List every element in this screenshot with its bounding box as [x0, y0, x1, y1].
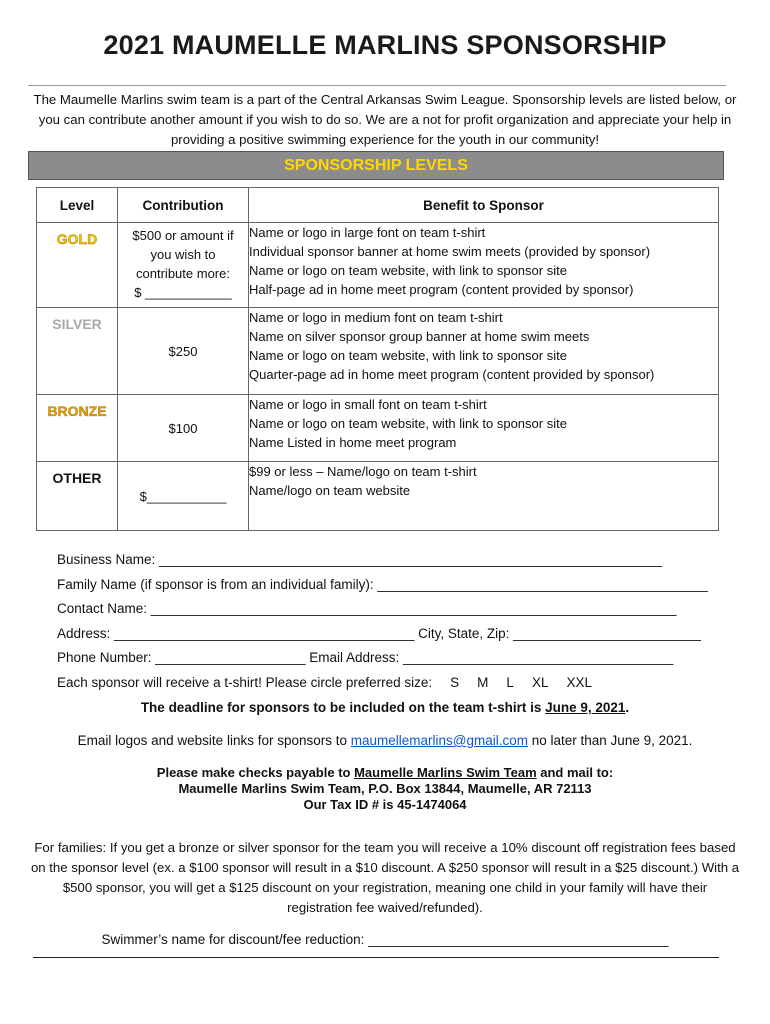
contribution-gold	[118, 223, 248, 302]
phone-email-field[interactable]: Phone Number: ____________________ Email Address: ____________________________________	[57, 650, 674, 665]
contribution-bronze: $100	[168, 420, 198, 436]
benefit-item: Name/logo on team website	[249, 483, 411, 498]
benefit-item: Quarter-page ad in home meet program (content provided by sponsor)	[249, 367, 655, 382]
address-field[interactable]: Address: ________________________________________ City, State, Zip: _________________________	[57, 625, 701, 641]
deadline-notice	[0, 700, 770, 715]
benefits-silver	[249, 308, 719, 395]
page-title: 2021 MAUMELLE MARLINS SPONSORSHIP	[103, 30, 667, 60]
email-text-before: Email logos and website links for sponsors to	[77, 733, 351, 748]
email-instructions	[0, 733, 770, 748]
header-benefit: Benefit to Sponsor	[249, 188, 719, 223]
size-option-s[interactable]: S	[450, 674, 460, 690]
contribution-silver: $250	[168, 343, 198, 359]
email-text-after: no later than June 9, 2021.	[528, 733, 693, 748]
level-bronze: BRONZE	[47, 403, 107, 419]
sponsorship-levels-table	[36, 187, 719, 531]
benefit-item: Name Listed in home meet program	[249, 435, 457, 450]
table-row	[37, 308, 719, 395]
benefit-item: Name or logo in small font on team t-shirt	[249, 397, 487, 412]
family-discount-paragraph: For families: If you get a bronze or silver sponsor for the team you will receive a 10% discount off registration fees based on the sponsor level (ex. a $100 sponsor will result in a $10 discount. A $250 sponsor will result in a $25 discount.) With a $500 sponsor, you will get a $125 discount on your registration, meaning one child in your family will have their registration fee waived/refunded).	[30, 840, 740, 915]
size-option-m[interactable]: M	[477, 674, 489, 690]
contribution-blank[interactable]: $ ____________	[134, 285, 232, 300]
table-header-row	[37, 188, 719, 223]
bottom-divider	[33, 957, 719, 958]
contribution-line: contribute more:	[136, 266, 230, 281]
contact-name-field[interactable]: Contact Name: ______________________________________________________________________	[57, 601, 677, 616]
sponsor-form	[57, 550, 717, 697]
title-divider	[28, 85, 726, 86]
size-option-xxl[interactable]: XXL	[566, 674, 592, 690]
tshirt-prompt: Each sponsor will receive a t-shirt! Please circle preferred size:	[57, 674, 433, 690]
deadline-date: June 9, 2021	[545, 700, 626, 715]
benefit-item: $99 or less – Name/logo on team t-shirt	[249, 464, 477, 479]
mailing-address: Maumelle Marlins Swim Team, P.O. Box 13844, Maumelle, AR 72113	[178, 781, 592, 796]
checks-text: Please make checks payable to	[156, 765, 355, 780]
benefit-item: Name on silver sponsor group banner at home swim meets	[249, 329, 590, 344]
payment-instructions	[0, 765, 770, 813]
checks-text-after: and mail to:	[536, 765, 614, 780]
header-contribution: Contribution	[118, 188, 249, 223]
checks-payee: Maumelle Marlins Swim Team	[354, 765, 537, 780]
contribution-line: you wish to	[150, 247, 216, 262]
benefit-item: Name or logo on team website, with link to sponsor site	[249, 416, 567, 431]
benefits-other	[249, 462, 719, 531]
benefit-item: Individual sponsor banner at home swim meets (provided by sponsor)	[249, 244, 651, 259]
benefit-item: Name or logo in large font on team t-shirt	[249, 225, 486, 240]
level-gold: GOLD	[56, 231, 98, 247]
contribution-line: $500 or amount if	[132, 228, 234, 243]
table-row	[37, 462, 719, 531]
swimmer-name-field[interactable]: Swimmer’s name for discount/fee reduction: ________________________________________	[101, 932, 669, 947]
business-name-field[interactable]: Business Name: ___________________________________________________________________	[57, 552, 663, 567]
tshirt-size-line	[57, 673, 717, 698]
section-title-band: SPONSORSHIP LEVELS	[28, 151, 724, 180]
deadline-text: The deadline for sponsors to be included on the team t-shirt is	[140, 700, 546, 715]
family-name-field[interactable]: Family Name (if sponsor is from an individual family): ____________________________________________	[57, 576, 708, 592]
email-link[interactable]: maumellemarlins@gmail.com	[350, 733, 528, 748]
size-option-l[interactable]: L	[506, 674, 514, 690]
table-row	[37, 223, 719, 308]
benefit-item: Name or logo in medium font on team t-shirt	[249, 310, 503, 325]
benefit-item: Name or logo on team website, with link to sponsor site	[249, 263, 567, 278]
intro-paragraph: The Maumelle Marlins swim team is a part of the Central Arkansas Swim League. Sponsorship levels are listed below, or you can contribute another amount if you wish to do so. We are a not for profit organization and appreciate your help in providing a positive swimming experience for the youth in our community!	[33, 92, 737, 147]
benefits-bronze	[249, 395, 719, 462]
size-option-xl[interactable]: XL	[531, 674, 549, 690]
header-level: Level	[37, 188, 118, 223]
level-silver: SILVER	[52, 316, 102, 332]
tax-id: Our Tax ID # is 45-1474064	[303, 797, 467, 812]
benefits-gold	[249, 223, 719, 308]
deadline-end: .	[625, 700, 630, 715]
benefit-item: Name or logo on team website, with link to sponsor site	[249, 348, 567, 363]
table-row	[37, 395, 719, 462]
level-other: OTHER	[52, 470, 102, 486]
contribution-other-blank[interactable]: $___________	[139, 488, 227, 504]
benefit-item: Half-page ad in home meet program (content provided by sponsor)	[249, 282, 634, 297]
